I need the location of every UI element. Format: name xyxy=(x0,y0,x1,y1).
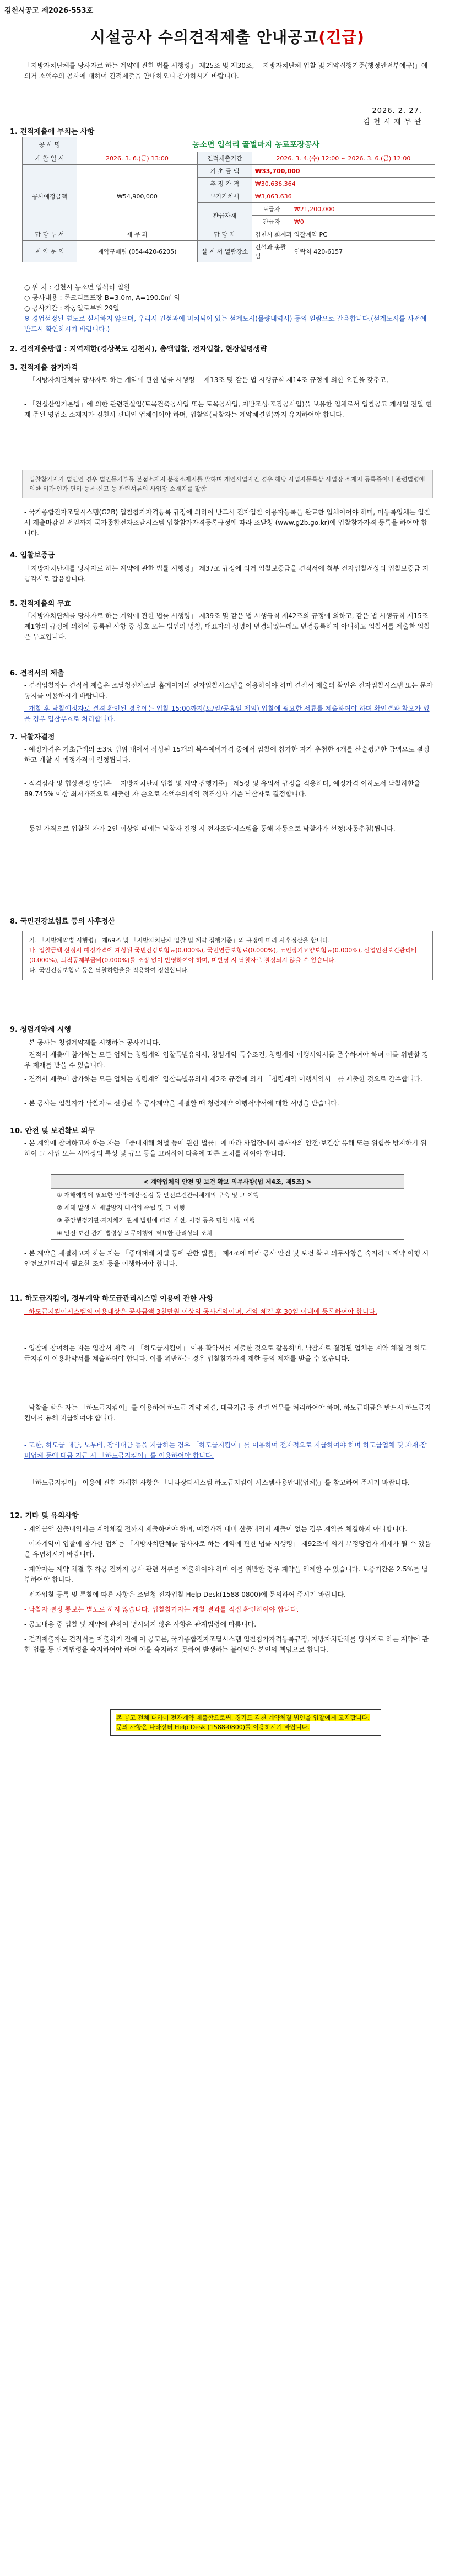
value-design-docs: 건설과 총괄팀 xyxy=(252,241,291,262)
label-project-name: 공 사 명 xyxy=(23,137,77,152)
label-gov-supply: 관급자 xyxy=(252,216,291,228)
value-budget: ₩54,900,000 xyxy=(77,165,198,228)
note-item-6: - 공고내용 중 입찰 및 계약에 관하여 명시되지 않은 사항은 관계법령에 따릅니다. xyxy=(24,1620,257,1628)
note-item-4: - 전자입찰 등록 및 투찰에 따른 사항은 조달청 전자입찰 Help Desk(1588-0800)에 문의하여 주시기 바랍니다. xyxy=(24,1591,346,1598)
section-11-p5: - 「하도급지킴이」 이용에 관한 자세한 사항은 「나라장터시스템-하도급지킴이-시스템사용안내(업체)」를 참고하여 주시기 바랍니다. xyxy=(24,1479,410,1486)
label-submission: 견적제출기간 xyxy=(197,152,252,165)
section-11-p1-text: - 하도급지킴이시스템의 이용대상은 공사금액 3천만원 이상의 공사계약이며, 계약 체결 후 30일 이내에 등록하여야 합니다. xyxy=(24,1308,377,1316)
value-base: ₩33,700,000 xyxy=(252,165,435,178)
title-main: 시설공사 수의견적제출 안내공고 xyxy=(90,28,319,46)
title-urgent-badge: (긴급) xyxy=(318,28,365,46)
section-9-heading: 9. 청렴계약제 시행 xyxy=(10,1026,71,1034)
section-7-heading: 7. 낙찰자결정 xyxy=(10,733,55,742)
section-9-p1: - 본 공사는 청렴계약제를 시행하는 공사입니다. xyxy=(24,1039,161,1046)
intro-paragraph: 「지방자치단체를 당사자로 하는 계약에 관한 법률 시행령」 제25조 및 제30조, 「지방자치단체 입찰 및 계약집행기준(행정안전부예규)」에 의거 소액수의 공사에 대하여 견적제출을 안내하오니 참가하시기 바랍니다. xyxy=(24,62,428,80)
issuer: 김 천 시 재 무 관 xyxy=(362,118,422,126)
section-11-heading: 11. 하도급지킴이, 정부계약 하도급관리시스템 이용에 관한 사항 xyxy=(10,1295,214,1303)
closing-notice-text: 본 공고 전체 대하여 전자계약 제출함으로써, 경기도 김천 계약체결 법인을 입찰에게 고지합니다. 문의 사항은 나라장터 Help Desk (1588-0800)를 이용하시기 바랍니다. xyxy=(116,1714,370,1731)
note-item-5: - 낙찰자 결정 통보는 별도로 하지 않습니다. 입찰참가자는 개찰 결과를 직접 확인하여야 합니다. xyxy=(24,1606,299,1613)
closing-notice-box xyxy=(110,1709,381,1736)
section-3-p3: - 국가종합전자조달시스템(G2B) 입찰참가자격등록 규정에 의하여 반드시 전자입찰 이용자등록을 완료한 업체이어야 하며, 미등록업체는 입찰서 제출마감일 전일까지 국가종합전자조달시스템 입찰참가자격등록규정에 따라 조달청 (www.g2b.go.kr)에 입찰참가자격 등록을 하여야 합니다. xyxy=(24,508,431,537)
section-11-p4 xyxy=(24,1440,433,1461)
insurance-box xyxy=(22,931,433,980)
safety-duty-1: ① 재해예방에 필요한 인력·예산·점검 등 안전보건관리체계의 구축 및 그 이행 xyxy=(57,1192,259,1199)
section-10-heading: 10. 안전 및 보건확보 의무 xyxy=(10,1127,95,1135)
section-8-heading: 8. 국민건강보험료 등의 사후정산 xyxy=(10,917,115,926)
insurance-item-c: 다. 국민건강보험료 등은 낙찰하한율을 적용하여 정산합니다. xyxy=(29,967,189,974)
label-design-docs: 설 계 서 열람장소 xyxy=(197,241,252,262)
section-2-heading: 2. 견적제출방법 : 지역제한(경상북도 김천시), 총액입찰, 전자입찰, 현장설명생략 xyxy=(10,345,267,353)
safety-duty-2: ② 재해 발생 시 재발방지 대책의 수립 및 그 이행 xyxy=(57,1204,185,1211)
label-base: 기 초 금 액 xyxy=(197,165,252,178)
label-contact-person: 담 당 자 xyxy=(197,228,252,241)
value-contract-inquiry: 계약구매팀 (054-420-6205) xyxy=(77,241,198,262)
note-item-1: - 계약금액 산출내역서는 계약체결 전까지 제출하여야 하며, 예정가격 대비 산출내역서 제출이 없는 경우 계약을 체결하지 아니합니다. xyxy=(24,1525,408,1533)
value-contact-person: 김천시 회계과 입찰계약 PC xyxy=(252,228,435,241)
note-item-7: - 견적제출자는 견적서를 제출하기 전에 이 공고문, 국가종합전자조달시스템 입찰참가자격등록규정, 지방자치단체를 당사자로 하는 계약에 관한 법률 등 관계법령을 숙지하여야 하며 이를 숙지하지 못하여 발생하는 불이익은 본인의 책임으로 합니다. xyxy=(24,1635,429,1654)
section-7-p1: - 예정가격은 기초금액의 ±3% 범위 내에서 작성된 15개의 복수예비가격 중에서 입찰에 참가한 자가 추첨한 4개를 산술평균한 금액으로 결정하고 개찰 시 예정가격이 결정됩니다. xyxy=(24,745,430,764)
issue-block xyxy=(363,106,422,128)
section-6-heading: 6. 견적서의 제출 xyxy=(10,669,64,678)
document-number: 김천시공고 제2026-553호 xyxy=(4,7,94,15)
section-5-heading: 5. 견적제출의 무효 xyxy=(10,600,71,608)
label-vat: 부가가치세 xyxy=(197,190,252,203)
item-period: ○ 공사기간 : 착공일로부터 29일 xyxy=(24,304,120,312)
section-6-p1: - 견적입찰자는 견적서 제출은 조달청전자조달 홈페이지의 전자입찰시스템을 이용하여야 하며 견적서 제출의 확인은 전자입찰시스템 또는 문자통지를 이용하시기 바랍니다. xyxy=(24,681,433,700)
value-gov-supply: ₩0 xyxy=(291,216,435,228)
section-12-list xyxy=(24,1524,433,1660)
bid-info-table xyxy=(22,137,435,262)
value-opening: 2026. 3. 6.(금) 13:00 xyxy=(77,152,198,165)
section-1-list xyxy=(24,282,433,335)
value-department: 재 무 과 xyxy=(77,228,198,241)
item-location: ○ 위 치 : 김천시 농소면 입석리 일원 xyxy=(24,283,130,291)
insurance-item-b: 나. 입찰금액 산정시 예정가격에 계상된 국민건강보험료(0.000%), 국민연금보험료(0.000%), 노인장기요양보험료(0.000%), 산업안전보건관리비(0.000%), 퇴직공제부금비(0.000%)를 조정 없이 반영하여야 하며, 미반영 시 낙찰자로 결정되지 않을 수 있습니다. xyxy=(29,947,417,964)
section-3-p2: - 「건설산업기본법」에 의한 관련건설업(토목건축공사업 또는 토목공사업, 지반조성·포장공사업)을 보유한 업체로서 입찰공고 게시일 전일 현재 주된 영업소 소재지가 김천시 관내인 업체이어야 하며, 입찰일(낙찰자는 계약체결일)까지 유지하여야 합니다. xyxy=(24,400,432,418)
safety-duties-heading: < 계약업체의 안전 및 보건 확보 의무사항(법 제4조, 제5조) > xyxy=(51,1175,404,1189)
label-opening: 개 찰 일 시 xyxy=(23,152,77,165)
value-project-name: 농소면 입석리 꿀벌마지 농로포장공사 xyxy=(77,137,435,152)
item-content: ○ 공사내용 : 콘크리트포장 B=3.0m, A=190.0㎥ 외 xyxy=(24,294,180,302)
section-4-heading: 4. 입찰보증금 xyxy=(10,551,55,560)
safety-duty-4: ④ 안전·보건 관계 법령상 의무이행에 필요한 관리상의 조치 xyxy=(57,1230,213,1237)
value-tel: 420-6157 xyxy=(313,248,343,255)
label-contract-inquiry: 계 약 문 의 xyxy=(23,241,77,262)
section-9-p2: - 견적서 제출에 참가하는 모든 업체는 청렴계약 입찰특별유의서, 청렴계약 특수조건, 청렴계약 이행서약서를 준수하여야 하며 이를 위반할 경우 제재를 받을 수 있습니다. xyxy=(24,1051,429,1069)
section-7-p3: - 동일 가격으로 입찰한 자가 2인 이상일 때에는 낙찰자 결정 시 전자조달시스템을 통해 자동으로 낙찰자가 선정(자동추첨)됩니다. xyxy=(24,825,396,833)
safety-duty-3: ③ 중앙행정기관·지자체가 관계 법령에 따라 개선, 시정 등을 명한 사항 이행 xyxy=(57,1217,255,1224)
label-tel: 연락처 xyxy=(294,248,312,255)
value-vat: ₩3,063,636 xyxy=(252,190,435,203)
page-title xyxy=(0,25,455,47)
section-11-p1 xyxy=(24,1307,433,1317)
note-item-2: - 이자계약이 입찰에 참가한 업체는 「지방자치단체를 당사자로 하는 계약에 관한 법률 시행령」 제92조에 의거 부정당업자 제재가 될 수 있음을 유념하시기 바랍니다. xyxy=(24,1540,431,1558)
label-department: 담 당 부 서 xyxy=(23,228,77,241)
section-9-p3: - 견적서 제출에 참가하는 모든 업체는 청렴계약 입찰특별유의서 제2조 규정에 의거 「청렴계약 이행서약서」를 제출한 것으로 간주합니다. xyxy=(24,1075,422,1083)
label-contractor: 도급자 xyxy=(252,203,291,216)
value-contractor: ₩21,200,000 xyxy=(291,203,435,216)
section-9-p4: - 본 공사는 입찰자가 낙찰자로 선정된 후 공사계약을 체결할 때 청렴계약 이행서약서에 대한 서명을 받습니다. xyxy=(24,1099,339,1107)
section-10-p2: - 본 계약을 체결하고자 하는 자는 「중대재해 처벌 등에 관한 법률」 제4조에 따라 공사 안전 및 보건 확보 의무사항을 숙지하고 계약 이행 시 안전보건관리에 필요한 조치 등을 이행하여야 합니다. xyxy=(24,1249,429,1268)
section-7-p2: - 적격심사 및 협상결정 방법은 「지방자치단체 입찰 및 계약 집행기준」 제5장 및 유의서 규정을 적용하며, 예정가격 이하로서 낙찰하한율 89.745% 이상 최저가격으로 제출한 자 순으로 소액수의계약 적격심사 기준 낙찰자로 결정합니다. xyxy=(24,780,421,798)
section-11-p2: - 입찰에 참여하는 자는 입찰서 제출 시 「하도급지킴이」 이용 확약서를 제출한 것으로 갈음하며, 낙찰자로 결정된 업체는 계약 체결 전 하도급지킴이 이용확약서를 제출하여야 합니다. 이를 위반하는 경우 입찰참가자격 제한 등의 제재를 받을 수 있습니다. xyxy=(24,1344,427,1362)
section-11-p3: - 낙찰을 받은 자는 「하도급지킴이」를 이용하여 하도급 계약 체결, 대금지급 등 관련 업무를 처리하여야 하며, 하도급대금은 반드시 하도급지킴이를 통해 지급하여야 합니다. xyxy=(24,1404,431,1422)
safety-duties-table xyxy=(51,1174,404,1240)
issue-date: 2026. 2. 27. xyxy=(372,107,422,115)
value-design-tel xyxy=(291,241,435,262)
label-estimate: 추 정 가 격 xyxy=(197,178,252,190)
section-10-p1: - 본 계약에 참여하고자 하는 자는 「중대재해 처벌 등에 관한 법률」에 따라 사업장에서 종사자의 안전·보건상 유해 또는 위험을 방지하기 위하여 그 사업 또는 사업장의 특성 및 규모 등을 고려하여 다음에 따른 조치를 하여야 합니다. xyxy=(24,1139,427,1157)
item-note: ※ 경업설정된 별도로 실시하지 않으며, 우리시 건설과에 비치되어 있는 설계도서(물량내역서) 등의 열람으로 갈음합니다.(설계도서를 사전에 반드시 확인하시기 바랍니다.) xyxy=(24,315,427,333)
label-budget: 공사예정금액 xyxy=(23,165,77,228)
note-item-3: - 계약자는 계약 체결 후 착공 전까지 공사 관련 서류를 제출하여야 하며 이를 위반할 경우 계약을 해제할 수 있습니다. 보증기간은 2.5%를 납부하여야 합니다. xyxy=(24,1565,429,1584)
value-submission: 2026. 3. 4.(수) 12:00 ~ 2026. 3. 6.(금) 12:00 xyxy=(252,152,435,165)
section-3-p1: - 「지방자치단체를 당사자로 하는 계약에 관한 법률 시행령」 제13조 및 같은 법 시행규칙 제14조 규정에 의한 요건을 갖추고, xyxy=(24,376,388,384)
label-materials: 관급자재 xyxy=(197,203,252,228)
section-6-p2: - 개찰 후 낙찰예정자로 결격 확인된 경우에는 입찰 15:00까지(토/일/공휴일 제외) 입찰에 필요한 서류를 제출하여야 하며 확인결과 착오가 있을 경우 입찰무효로 처리합니다. xyxy=(24,705,430,723)
value-estimate: ₩30,636,364 xyxy=(252,178,435,190)
note-box-location: 입찰참가자가 법인인 경우 법인등기부등 본점소재지 분점소재지를 말하며 개인사업자인 경우 해당 사업자등록상 사업장 소재지 등록증이나 관련법령에 의한 허가·인가·면허·등록·신고 등 관련서류의 사업장 소재지를 말함 xyxy=(22,470,433,498)
insurance-item-a: 가. 「지방계약법 시행령」 제69조 및 「지방자치단체 입찰 및 계약 집행기준」의 규정에 따라 사후정산을 합니다. xyxy=(29,937,331,944)
section-5-paragraph: 「지방자치단체를 당사자로 하는 계약에 관한 법률 시행령」 제39조 및 같은 법 시행규칙 제42조의 규정에 의하고, 같은 법 시행규칙 제15조 제1항의 규정에 의하여 등록된 사항 중 상호 또는 법인의 명칭, 대표자의 성명이 변경되었는데도 변경등록하지 아니하고 입찰서를 제출한 입찰은 무효입니다. xyxy=(24,612,431,641)
section-4-paragraph: 「지방자치단체를 당사자로 하는 계약에 관한 법률 시행령」 제37조 규정에 의거 입찰보증금을 견적서에 첨부 전자입찰서상의 입찰보증금 지급각서로 갈음합니다. xyxy=(24,565,429,583)
section-1-heading: 1. 견적제출에 부치는 사항 xyxy=(10,128,95,136)
section-11-p4-text: - 또한, 하도급 대금, 노무비, 장비대금 등을 지급하는 경우 「하도급지킴이」를 이용하여 전자적으로 지급하여야 하며 하도급업체 및 자재·장비업체 등에 대금 지급 시 「하도급지킴이」를 이용하여야 합니다. xyxy=(24,1441,427,1459)
section-3-heading: 3. 견적제출 참가자격 xyxy=(10,364,78,372)
section-12-heading: 12. 기타 및 유의사항 xyxy=(10,1512,79,1520)
